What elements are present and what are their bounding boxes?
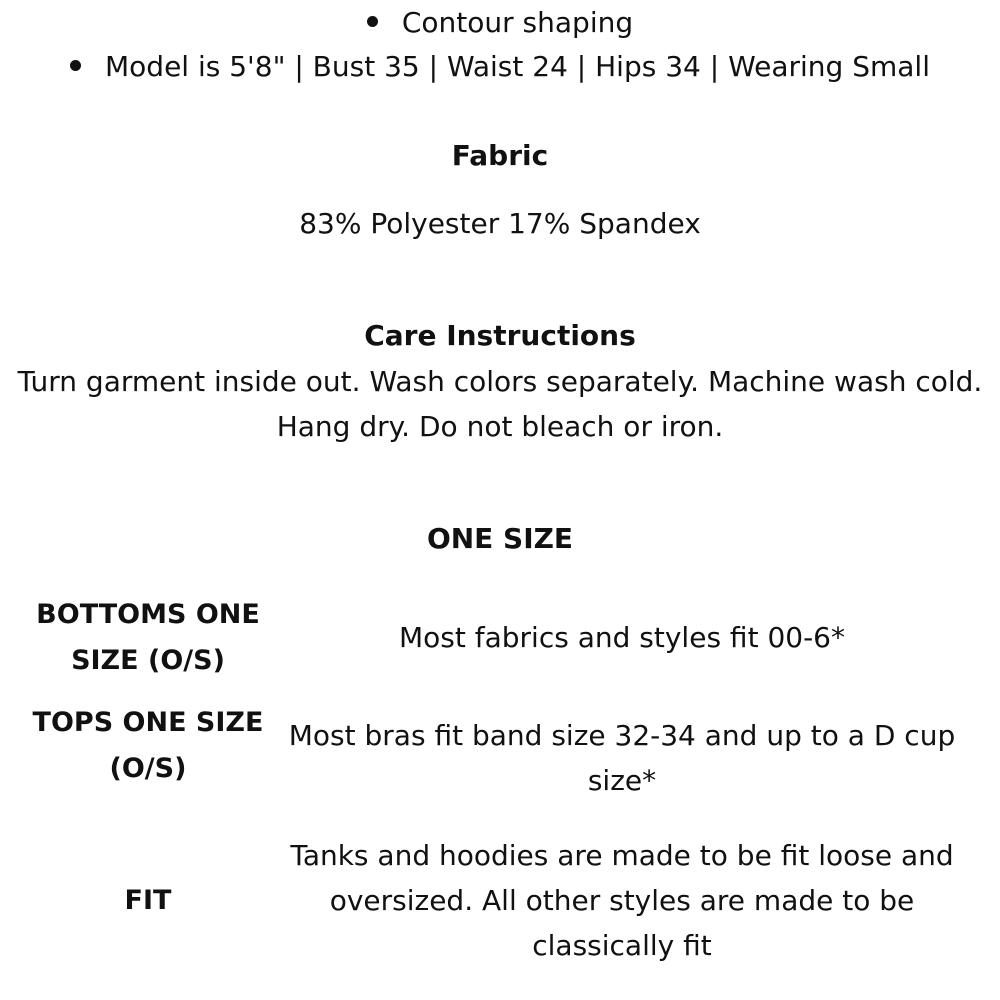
size-row-bottoms [0, 592, 1000, 684]
size-row-fit [0, 833, 1000, 968]
fabric-heading: Fabric [451, 139, 549, 172]
bullet-item-model [0, 44, 1000, 89]
size-row-value: Most bras fit band size 32-34 and up to a D cup size* [288, 719, 956, 797]
size-row-value: Tanks and hoodies are made to be fit loose and oversized. All other styles are made to be classically fit [290, 839, 954, 962]
size-guide-heading: ONE SIZE [426, 522, 574, 555]
care-text-line-1: Turn garment inside out. Wash colors separately. Machine wash cold. [17, 365, 983, 398]
fabric-text: 83% Polyester 17% Spandex [299, 207, 701, 240]
bullet-text: Contour shaping [401, 6, 634, 39]
size-row-label: TOPS ONE SIZE (O/S) [32, 707, 264, 784]
size-row-label: BOTTOMS ONE SIZE (O/S) [36, 599, 260, 676]
size-row-label: FIT [124, 885, 172, 916]
bullet-dot-icon [367, 16, 378, 27]
bullet-text: Model is 5'8" | Bust 35 | Waist 24 | Hips 34 | Wearing Small [105, 50, 930, 83]
size-row-tops [0, 700, 1000, 797]
care-text-line-2: Hang dry. Do not bleach or iron. [276, 410, 724, 443]
size-row-value: Most fabrics and styles fit 00-6* [399, 621, 845, 654]
care-heading: Care Instructions [364, 319, 636, 352]
bullet-item-contour [0, 0, 1000, 45]
bullet-dot-icon [70, 60, 81, 71]
